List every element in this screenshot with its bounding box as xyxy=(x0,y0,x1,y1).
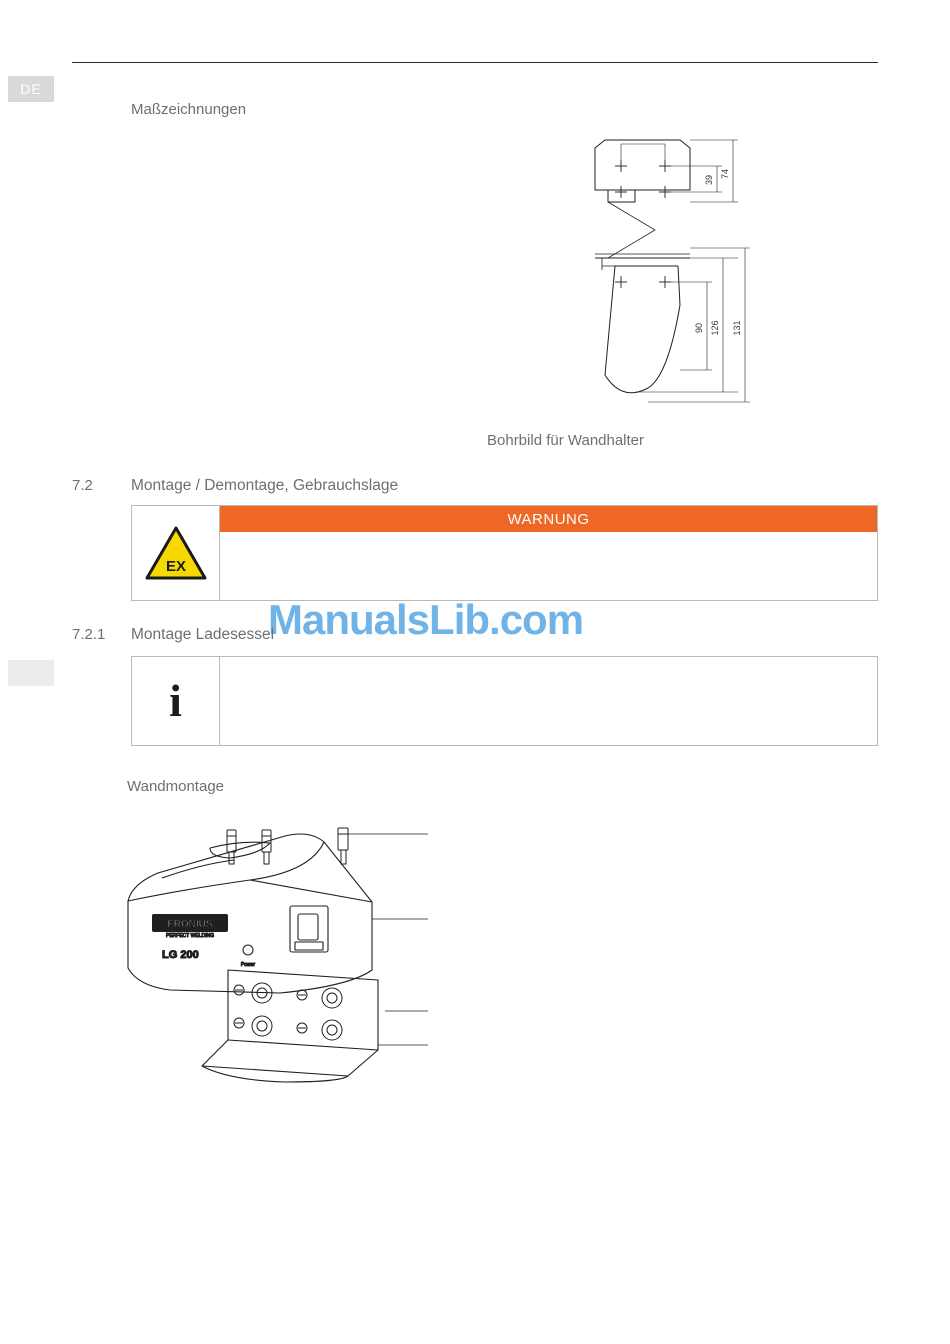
ex-hazard-icon xyxy=(145,525,207,581)
svg-text:FRONIUS: FRONIUS xyxy=(167,919,213,930)
watermark: ManualsLib.com xyxy=(268,596,584,643)
svg-text:Power: Power xyxy=(240,962,256,968)
section-title-7-2-1: Montage Ladesessel xyxy=(131,626,275,643)
svg-text:39: 39 xyxy=(704,174,714,186)
info-icon-cell xyxy=(132,657,220,745)
drawing-caption: Bohrbild für Wandhalter xyxy=(487,432,645,449)
svg-text:131: 131 xyxy=(732,320,742,336)
ex-hazard-icon-cell xyxy=(132,506,220,600)
svg-text:126: 126 xyxy=(710,320,720,336)
info-icon: i xyxy=(169,675,182,726)
section-title-7-2: Montage / Demontage, Gebrauchslage xyxy=(131,477,399,494)
svg-text:90: 90 xyxy=(694,322,704,334)
svg-text:LG 200: LG 200 xyxy=(162,949,199,961)
product-illustration xyxy=(110,818,490,1088)
info-box xyxy=(131,656,878,746)
section-number-7-2-1: 7.2.1 xyxy=(72,626,106,643)
section-number-7-2: 7.2 xyxy=(72,477,93,494)
wall-mount-title: Wandmontage xyxy=(127,778,225,795)
info-body xyxy=(220,657,877,745)
dimension-drawings-title: Maßzeichnungen xyxy=(131,101,247,118)
header-divider xyxy=(72,62,878,63)
warning-box xyxy=(131,505,878,601)
language-tab-de: DE xyxy=(8,76,54,102)
warning-label: WARNUNG xyxy=(220,506,877,532)
svg-text:EX: EX xyxy=(165,558,186,575)
warning-body xyxy=(220,532,877,600)
side-marker-secondary xyxy=(8,660,54,686)
svg-text:PERFECT WELDING: PERFECT WELDING xyxy=(166,933,214,939)
dimension-drawing xyxy=(560,130,790,420)
svg-text:74: 74 xyxy=(720,168,730,180)
